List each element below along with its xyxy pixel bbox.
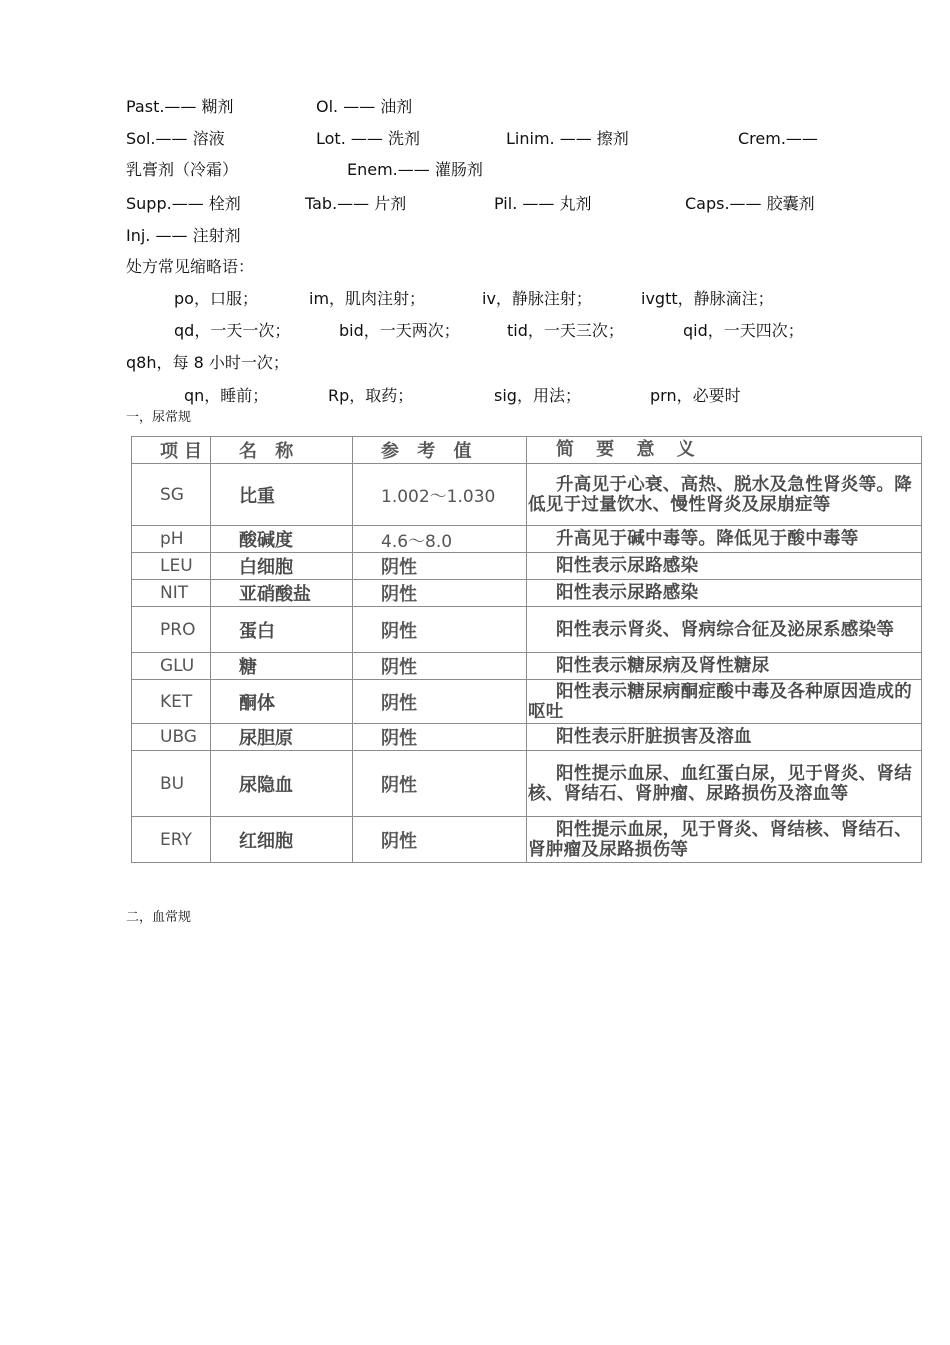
cell-meaning: 阳性提示血尿，见于肾炎、肾结核、肾结石、肾肿瘤及尿路损伤等 (527, 817, 922, 863)
table-row (132, 653, 922, 680)
header-meaning: 简 要 意 义 (527, 437, 922, 464)
cell-reference: 4.6～8.0 (353, 526, 527, 553)
cell-name: 白细胞 (211, 553, 353, 580)
abbr-enem: Enem.—— 灌肠剂 (347, 160, 483, 179)
rx-qn: qn，睡前； (184, 386, 269, 405)
rx-q8h: q8h，每 8 小时一次； (126, 353, 289, 372)
cell-meaning: 阳性表示尿路感染 (527, 553, 922, 580)
cell-code: LEU (132, 553, 211, 580)
cell-meaning: 升高见于碱中毒等。降低见于酸中毒等 (527, 526, 922, 553)
cell-name: 比重 (211, 464, 353, 526)
cell-meaning: 阳性表示肝脏损害及溶血 (527, 724, 922, 751)
cell-code: PRO (132, 607, 211, 653)
cell-reference: 1.002～1.030 (353, 464, 527, 526)
table-row (132, 607, 922, 653)
cell-reference: 阴性 (353, 553, 527, 580)
header-item: 项目 (132, 437, 211, 464)
cell-name: 糖 (211, 653, 353, 680)
cell-meaning: 阳性表示糖尿病及肾性糖尿 (527, 653, 922, 680)
abbr-caps: Caps.—— 胶囊剂 (685, 194, 815, 213)
abbr-pil: Pil. —— 丸剂 (494, 194, 592, 213)
cell-name: 酸碱度 (211, 526, 353, 553)
cell-reference: 阴性 (353, 607, 527, 653)
cell-code: KET (132, 680, 211, 724)
rx-ivgtt: ivgtt，静脉滴注； (641, 289, 774, 308)
table-row (132, 553, 922, 580)
cell-reference: 阴性 (353, 724, 527, 751)
cell-code: BU (132, 751, 211, 817)
cell-name: 尿隐血 (211, 751, 353, 817)
cell-meaning: 阳性表示尿路感染 (527, 580, 922, 607)
cell-meaning: 阳性提示血尿、血红蛋白尿，见于肾炎、肾结核、肾结石、肾肿瘤、尿路损伤及溶血等 (527, 751, 922, 817)
abbr-tab: Tab.—— 片剂 (305, 194, 407, 213)
urine-routine-table (131, 436, 922, 863)
abbr-sol: Sol.—— 溶液 (126, 129, 225, 148)
cell-code: GLU (132, 653, 211, 680)
table-row (132, 817, 922, 863)
cell-name: 酮体 (211, 680, 353, 724)
table-row (132, 526, 922, 553)
section-title-blood: 二，血常规 (126, 910, 192, 925)
table-row (132, 680, 922, 724)
abbr-lot: Lot. —— 洗剂 (316, 129, 420, 148)
rx-qd: qd，一天一次； (174, 321, 291, 340)
rx-bid: bid，一天两次； (339, 321, 460, 340)
cell-code: UBG (132, 724, 211, 751)
header-name: 名 称 (211, 437, 353, 464)
cell-code: ERY (132, 817, 211, 863)
cell-name: 尿胆原 (211, 724, 353, 751)
rx-po: po，口服； (174, 289, 258, 308)
cell-reference: 阴性 (353, 580, 527, 607)
rx-prn: prn，必要时 (650, 386, 741, 405)
rx-im: im，肌肉注射； (309, 289, 426, 308)
rx-sig: sig，用法； (494, 386, 581, 405)
abbr-crem-cont: 乳膏剂（冷霜） (126, 160, 239, 179)
cell-name: 亚硝酸盐 (211, 580, 353, 607)
cell-reference: 阴性 (353, 751, 527, 817)
rx-qid: qid，一天四次； (683, 321, 804, 340)
rx-tid: tid，一天三次； (507, 321, 624, 340)
cell-code: NIT (132, 580, 211, 607)
abbr-crem: Crem.—— (738, 129, 818, 148)
cell-name: 红细胞 (211, 817, 353, 863)
cell-reference: 阴性 (353, 680, 527, 724)
table-row (132, 724, 922, 751)
abbr-past: Past.—— 糊剂 (126, 97, 234, 116)
cell-meaning: 升高见于心衰、高热、脱水及急性肾炎等。降低见于过量饮水、慢性肾炎及尿崩症等 (527, 464, 922, 526)
prescription-heading: 处方常见缩略语： (126, 257, 255, 276)
cell-reference: 阴性 (353, 653, 527, 680)
cell-code: pH (132, 526, 211, 553)
table-row (132, 464, 922, 526)
abbr-inj: Inj. —— 注射剂 (126, 226, 241, 245)
table-row (132, 751, 922, 817)
cell-name: 蛋白 (211, 607, 353, 653)
abbr-supp: Supp.—— 栓剂 (126, 194, 241, 213)
section-title-urine: 一，尿常规 (126, 410, 192, 425)
abbr-ol: Ol. —— 油剂 (316, 97, 413, 116)
header-reference: 参 考 值 (353, 437, 527, 464)
rx-rp: Rp，取药； (328, 386, 414, 405)
table-row (132, 580, 922, 607)
cell-code: SG (132, 464, 211, 526)
table-header-row (132, 437, 922, 464)
abbr-linim: Linim. —— 擦剂 (506, 129, 629, 148)
cell-meaning: 阳性表示肾炎、肾病综合征及泌尿系感染等 (527, 607, 922, 653)
rx-iv: iv，静脉注射； (482, 289, 592, 308)
cell-meaning: 阳性表示糖尿病酮症酸中毒及各种原因造成的呕吐 (527, 680, 922, 724)
cell-reference: 阴性 (353, 817, 527, 863)
